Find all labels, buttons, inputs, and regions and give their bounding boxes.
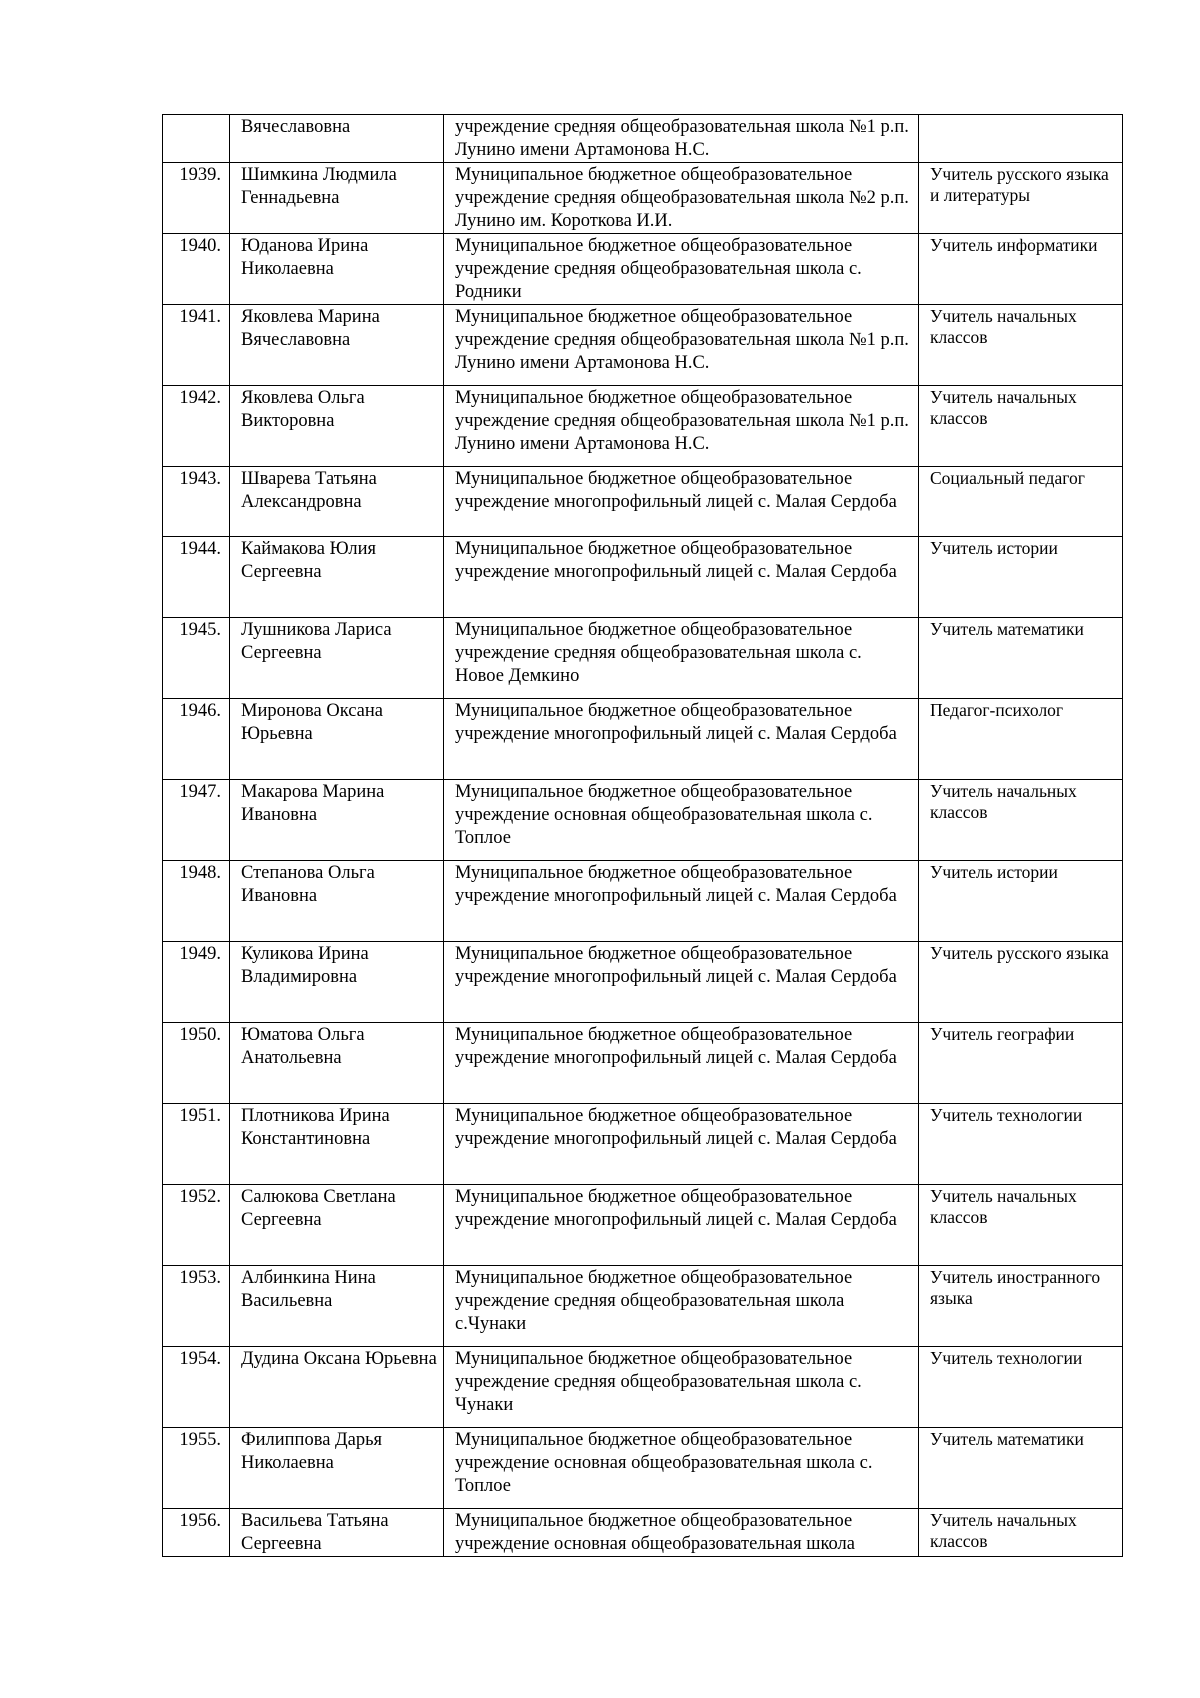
position: Социальный педагог <box>919 467 1123 537</box>
teacher-name: Лушникова Лариса Сергеевна <box>230 618 444 699</box>
teacher-name: Албинкина Нина Васильевна <box>230 1266 444 1347</box>
table-row <box>163 618 1123 699</box>
organization: Муниципальное бюджетное общеобразовательное учреждение средняя общеобразовательная школа №2 р.п. Лунино им. Короткова И.И. <box>444 163 919 234</box>
position: Учитель географии <box>919 1023 1123 1104</box>
table-row <box>163 1428 1123 1509</box>
table-row <box>163 699 1123 780</box>
teacher-name: Степанова Ольга Ивановна <box>230 861 444 942</box>
teachers-table-body <box>163 115 1123 1557</box>
organization: Муниципальное бюджетное общеобразовательное учреждение основная общеобразовательная школа с. Топлое <box>444 1428 919 1509</box>
organization: Муниципальное бюджетное общеобразовательное учреждение основная общеобразовательная школа <box>444 1509 919 1557</box>
position: Учитель начальных классов <box>919 1185 1123 1266</box>
position: Учитель истории <box>919 861 1123 942</box>
position: Учитель русского языка и литературы <box>919 163 1123 234</box>
organization: Муниципальное бюджетное общеобразовательное учреждение средняя общеобразовательная школа №1 р.п. Лунино имени Артамонова Н.С. <box>444 386 919 467</box>
table-row <box>163 467 1123 537</box>
row-number: 1953. <box>163 1266 230 1347</box>
row-number: 1956. <box>163 1509 230 1557</box>
position <box>919 115 1123 163</box>
table-row <box>163 1509 1123 1557</box>
row-number: 1952. <box>163 1185 230 1266</box>
position: Учитель технологии <box>919 1104 1123 1185</box>
teacher-name: Миронова Оксана Юрьевна <box>230 699 444 780</box>
teacher-name: Шимкина Людмила Геннадьевна <box>230 163 444 234</box>
organization: Муниципальное бюджетное общеобразовательное учреждение многопрофильный лицей с. Малая Сердоба <box>444 537 919 618</box>
position: Учитель математики <box>919 1428 1123 1509</box>
organization: Муниципальное бюджетное общеобразовательное учреждение многопрофильный лицей с. Малая Сердоба <box>444 942 919 1023</box>
table-row <box>163 780 1123 861</box>
row-number: 1944. <box>163 537 230 618</box>
organization: Муниципальное бюджетное общеобразовательное учреждение средняя общеобразовательная школа с. Родники <box>444 234 919 305</box>
position: Учитель истории <box>919 537 1123 618</box>
teacher-name: Макарова Марина Ивановна <box>230 780 444 861</box>
teacher-name: Юданова Ирина Николаевна <box>230 234 444 305</box>
row-number: 1940. <box>163 234 230 305</box>
table-row <box>163 1185 1123 1266</box>
position: Учитель начальных классов <box>919 780 1123 861</box>
position: Учитель информатики <box>919 234 1123 305</box>
row-number <box>163 115 230 163</box>
teacher-name: Васильева Татьяна Сергеевна <box>230 1509 444 1557</box>
organization: Муниципальное бюджетное общеобразовательное учреждение средняя общеобразовательная школа №1 р.п. Лунино имени Артамонова Н.С. <box>444 305 919 386</box>
table-row <box>163 386 1123 467</box>
organization: Муниципальное бюджетное общеобразовательное учреждение многопрофильный лицей с. Малая Сердоба <box>444 1104 919 1185</box>
row-number: 1942. <box>163 386 230 467</box>
table-row <box>163 537 1123 618</box>
position: Учитель математики <box>919 618 1123 699</box>
row-number: 1951. <box>163 1104 230 1185</box>
position: Учитель начальных классов <box>919 305 1123 386</box>
organization: Муниципальное бюджетное общеобразовательное учреждение средняя общеобразовательная школа с. Чунаки <box>444 1347 919 1428</box>
row-number: 1955. <box>163 1428 230 1509</box>
row-number: 1946. <box>163 699 230 780</box>
teacher-name: Юматова Ольга Анатольевна <box>230 1023 444 1104</box>
position: Учитель русского языка <box>919 942 1123 1023</box>
row-number: 1949. <box>163 942 230 1023</box>
teacher-name: Куликова Ирина Владимировна <box>230 942 444 1023</box>
table-row <box>163 1023 1123 1104</box>
table-row <box>163 1347 1123 1428</box>
position: Учитель начальных классов <box>919 386 1123 467</box>
position: Учитель начальных классов <box>919 1509 1123 1557</box>
row-number: 1945. <box>163 618 230 699</box>
organization: Муниципальное бюджетное общеобразовательное учреждение средняя общеобразовательная школа с.Чунаки <box>444 1266 919 1347</box>
table-row <box>163 234 1123 305</box>
teachers-table <box>162 114 1123 1557</box>
row-number: 1943. <box>163 467 230 537</box>
row-number: 1941. <box>163 305 230 386</box>
organization: Муниципальное бюджетное общеобразовательное учреждение многопрофильный лицей с. Малая Сердоба <box>444 1185 919 1266</box>
organization: учреждение средняя общеобразовательная школа №1 р.п. Лунино имени Артамонова Н.С. <box>444 115 919 163</box>
row-number: 1950. <box>163 1023 230 1104</box>
organization: Муниципальное бюджетное общеобразовательное учреждение многопрофильный лицей с. Малая Сердоба <box>444 699 919 780</box>
teacher-name: Яковлева Марина Вячеславовна <box>230 305 444 386</box>
position: Учитель технологии <box>919 1347 1123 1428</box>
table-row <box>163 1266 1123 1347</box>
row-number: 1954. <box>163 1347 230 1428</box>
teacher-name: Плотникова Ирина Константиновна <box>230 1104 444 1185</box>
teacher-name: Дудина Оксана Юрьевна <box>230 1347 444 1428</box>
row-number: 1939. <box>163 163 230 234</box>
organization: Муниципальное бюджетное общеобразовательное учреждение многопрофильный лицей с. Малая Сердоба <box>444 467 919 537</box>
teacher-name: Каймакова Юлия Сергеевна <box>230 537 444 618</box>
organization: Муниципальное бюджетное общеобразовательное учреждение основная общеобразовательная школа с. Топлое <box>444 780 919 861</box>
table-row <box>163 305 1123 386</box>
position: Педагог-психолог <box>919 699 1123 780</box>
teacher-name: Салюкова Светлана Сергеевна <box>230 1185 444 1266</box>
table-row <box>163 942 1123 1023</box>
teacher-name: Филиппова Дарья Николаевна <box>230 1428 444 1509</box>
table-row <box>163 163 1123 234</box>
table-row <box>163 861 1123 942</box>
teacher-name: Яковлева Ольга Викторовна <box>230 386 444 467</box>
organization: Муниципальное бюджетное общеобразовательное учреждение многопрофильный лицей с. Малая Сердоба <box>444 1023 919 1104</box>
organization: Муниципальное бюджетное общеобразовательное учреждение многопрофильный лицей с. Малая Сердоба <box>444 861 919 942</box>
organization: Муниципальное бюджетное общеобразовательное учреждение средняя общеобразовательная школа с. Новое Демкино <box>444 618 919 699</box>
teacher-name: Шварева Татьяна Александровна <box>230 467 444 537</box>
position: Учитель иностранного языка <box>919 1266 1123 1347</box>
row-number: 1948. <box>163 861 230 942</box>
table-row <box>163 1104 1123 1185</box>
table-row <box>163 115 1123 163</box>
row-number: 1947. <box>163 780 230 861</box>
teacher-name: Вячеславовна <box>230 115 444 163</box>
